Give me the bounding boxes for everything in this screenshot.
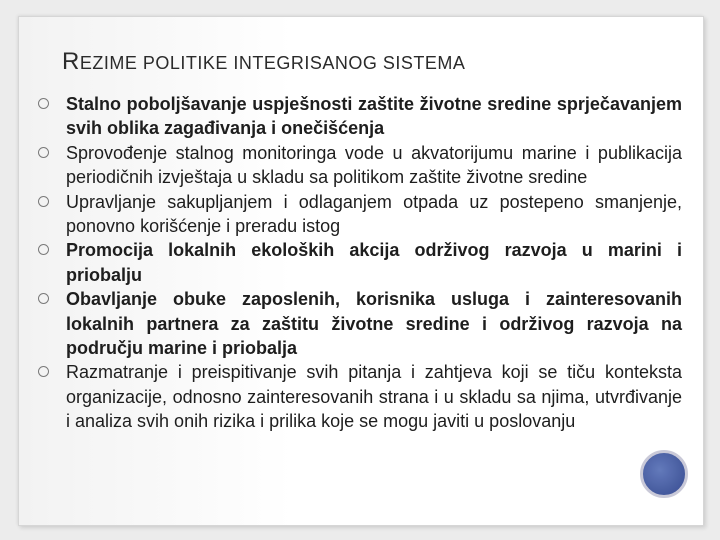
title-first-letter: R [62, 48, 80, 75]
bullet-item-1 [34, 92, 682, 141]
circle-bullet-icon [38, 98, 49, 109]
bullet-item-5 [34, 287, 682, 360]
circle-bullet-icon [38, 366, 49, 377]
bullet-text: Promocija lokalnih ekoloških akcija održivog razvoja u marini i priobalju [66, 240, 682, 285]
circle-bullet-icon [38, 196, 49, 207]
decorative-circle [640, 450, 688, 498]
bullet-item-4 [34, 238, 682, 287]
bullet-item-6 [34, 360, 682, 433]
bullet-list [34, 92, 682, 434]
circle-bullet-icon [38, 244, 49, 255]
bullet-text: Stalno poboljšavanje uspješnosti zaštite životne sredine sprječavanjem svih oblika zagađivanja i onečišćenja [66, 94, 682, 139]
bullet-text: Upravljanje sakupljanjem i odlaganjem otpada uz postepeno smanjenje, ponovno korišćenje i preradu istog [66, 191, 682, 237]
bullet-text: Sprovođenje stalnog monitoringa vode u akvatorijumu marine i publikacija periodičnih izvještaja u skladu sa politikom zaštite životne sredine [66, 142, 682, 188]
slide-title [62, 48, 465, 76]
circle-bullet-icon [38, 293, 49, 304]
bullet-item-2 [34, 141, 682, 190]
title-rest: EZIME POLITIKE INTEGRISANOG SISTEMA [79, 53, 466, 73]
bullet-text: Obavljanje obuke zaposlenih, korisnika usluga i zainteresovanih lokalnih partnera za zaštitu životne sredine i održivog razvoja na području marine i priobalja [66, 289, 682, 359]
bullet-item-3 [34, 190, 682, 239]
circle-bullet-icon [38, 147, 49, 158]
bullet-text: Razmatranje i preispitivanje svih pitanja i zahtjeva koji se tiču konteksta organizacije, odnosno zainteresovanih strana i u skladu sa njima, utvrđivanje i analiza svih onih rizika i prilika koje se mogu javiti u poslovanju [66, 362, 682, 432]
